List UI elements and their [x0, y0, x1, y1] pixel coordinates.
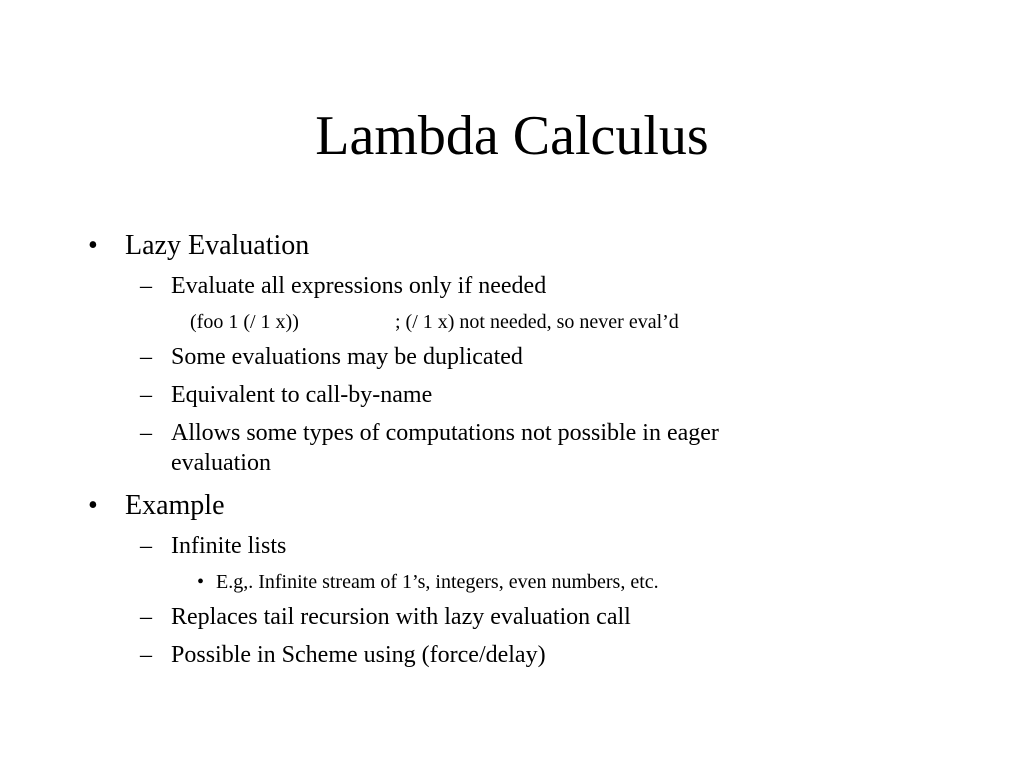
- sub-duplicated-evaluations: Some evaluations may be duplicated: [171, 344, 523, 370]
- sub-allows-computations-line1: Allows some types of computations not possible in eager: [171, 420, 719, 446]
- bullet-example: Example: [125, 490, 225, 521]
- slide-title: Lambda Calculus: [315, 105, 709, 167]
- code-example-comment: ; (/ 1 x) not needed, so never eval’d: [395, 311, 679, 333]
- code-example-expression: (foo 1 (/ 1 x)): [190, 311, 299, 333]
- dash-marker: –: [140, 344, 152, 370]
- sub-allows-computations-line2: evaluation: [171, 450, 271, 476]
- sub-call-by-name: Equivalent to call-by-name: [171, 382, 433, 408]
- small-bullet-marker: •: [197, 571, 205, 593]
- bullet-lazy-evaluation: Lazy Evaluation: [125, 230, 310, 261]
- sub-evaluate-if-needed: Evaluate all expressions only if needed: [171, 273, 547, 299]
- dash-marker: –: [140, 273, 152, 299]
- sub-replaces-tail-recursion: Replaces tail recursion with lazy evaluation call: [171, 604, 631, 630]
- dash-marker: –: [140, 533, 152, 559]
- dash-marker: –: [140, 642, 152, 668]
- bullet-marker: •: [88, 490, 98, 521]
- sub-infinite-stream-example: E.g,. Infinite stream of 1’s, integers, even numbers, etc.: [216, 571, 659, 593]
- bullet-marker: •: [88, 230, 98, 261]
- dash-marker: –: [140, 382, 152, 408]
- sub-infinite-lists: Infinite lists: [171, 533, 287, 559]
- sub-scheme-force-delay: Possible in Scheme using (force/delay): [171, 642, 546, 668]
- dash-marker: –: [140, 604, 152, 630]
- dash-marker: –: [140, 420, 152, 446]
